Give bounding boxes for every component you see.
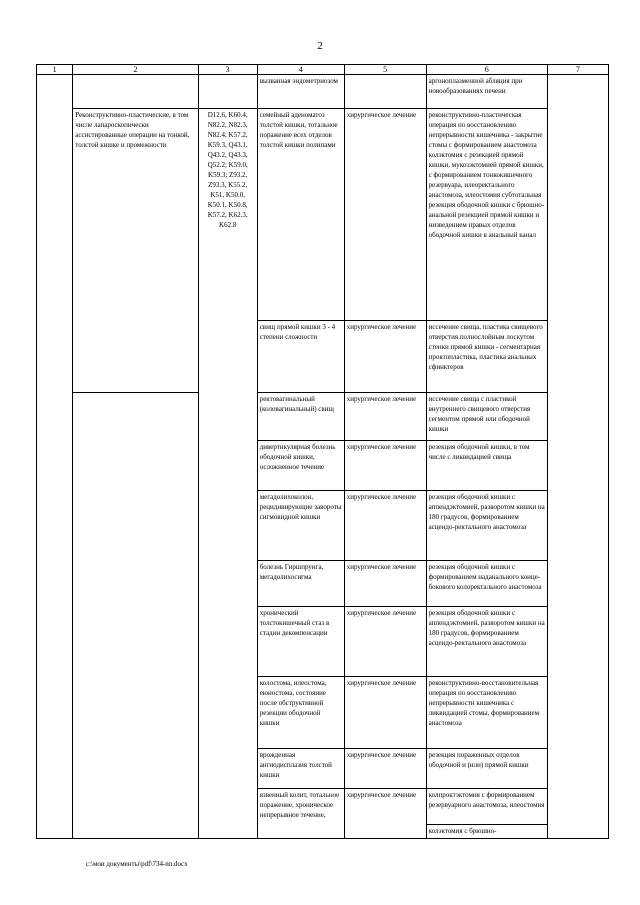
method-cell: аргоноплазменной абляция при новообразованиях печени bbox=[426, 75, 547, 109]
diagnosis-cell: колостома, илеостома, еюностома, состояние после обструктивной резекции ободочной кишки bbox=[257, 677, 344, 749]
header-col-2: 2 bbox=[73, 65, 198, 75]
table-row bbox=[37, 75, 609, 109]
treatment-type-cell: хирургическое лечение bbox=[344, 109, 426, 321]
codes-cell: D12.6, K60.4, N82.2, N82.3, N82.4, K57.2, K59.3, Q43.1, Q43.2, Q43.3, Q52.2; K59.0, K59.3; Z93.2, Z93.3, K55.2, K51, K50.0, K50.1, K50.8, K57.2, K62.3, K62.8 bbox=[198, 109, 257, 839]
group-cell-continued bbox=[73, 393, 198, 839]
group-name-cell: Реконструктивно-пластические, в том числе лапароскопически ассистированные операции на тонкой, толстой кишке и промежности bbox=[73, 109, 198, 393]
treatment-type-cell: хирургическое лечение bbox=[344, 677, 426, 749]
diagnosis-cell: дивертикулярная болезнь ободочной кишки, осложненное течение bbox=[257, 441, 344, 491]
treatment-type-cell: хирургическое лечение bbox=[344, 393, 426, 441]
diagnosis-cell: свищ прямой кишки 3 - 4 степени сложности bbox=[257, 321, 344, 393]
method-cell: колпроктэктомия с формированием резервуарного анастомоза, илеостомия bbox=[426, 789, 547, 825]
header-col-4: 4 bbox=[257, 65, 344, 75]
treatment-type-cell: хирургическое лечение bbox=[344, 607, 426, 677]
table-header-row bbox=[37, 65, 609, 75]
diagnosis-cell: семейный аденоматоз толстой кишки, тотальное поражение всех отделов толстой кишки полипами bbox=[257, 109, 344, 321]
treatment-type-cell bbox=[344, 75, 426, 109]
codes-cell-empty bbox=[198, 75, 257, 109]
table-row bbox=[37, 109, 609, 321]
method-cell: колэктомия с брюшно- bbox=[426, 825, 547, 839]
diagnosis-cell: мегадолихоколон, рецидивирующие завороты сигмовидной кишки bbox=[257, 491, 344, 561]
method-cell: резекция ободочной кишки с аппендэктомией, разворотом кишки на 180 градусов, формированием асцендо-ректального анастомоза bbox=[426, 491, 547, 561]
header-col-1: 1 bbox=[37, 65, 73, 75]
diagnosis-cell: болезнь Гиршпрунга, мегадолихосигма bbox=[257, 561, 344, 607]
method-cell: резекция ободочной кишки с аппендэктомией, разворотом кишки на 180 градусов, формированием асцендо-ректального анастомоза bbox=[426, 607, 547, 677]
method-cell: реконструктивно-пластическая операция по восстановлению непрерывности кишечника - закрытие стомы с формированием анастомоза колэктомия с резекцией прямой кишки, мукозэктомией прямой кишки, с формированием тонкокишечного резервуара, илеоректального анастомоза, илеостомия субтотальная резекция ободочной кишки с брюшно-анальной резекцией прямой кишки и низведением правых отделов ободочной кишки в анальный канал bbox=[426, 109, 547, 321]
header-col-5: 5 bbox=[344, 65, 426, 75]
treatment-type-cell: хирургическое лечение bbox=[344, 789, 426, 839]
page-number: 2 bbox=[317, 40, 323, 52]
file-path-footer: c:\мои документы\pdf\734-nn.docx bbox=[86, 860, 188, 868]
diagnosis-cell: хронический толстокишечный стаз в стадии декомпенсации bbox=[257, 607, 344, 677]
method-cell: резекция ободочной кишки, в том числе с ликвидацией свища bbox=[426, 441, 547, 491]
treatment-type-cell: хирургическое лечение bbox=[344, 561, 426, 607]
table-row bbox=[37, 393, 609, 441]
method-cell: реконструктивно-восстановительная операция по восстановлению непрерывности кишечника с ликвидацией стомы, формированием анастомоза bbox=[426, 677, 547, 749]
diagnosis-cell: вызванная эндометриозом bbox=[257, 75, 344, 109]
index-cell bbox=[37, 75, 73, 839]
method-cell: резекция пораженных отделов ободочной и (или) прямой кишки bbox=[426, 749, 547, 789]
method-cell: резекция ободочной кишки с формированием наданального конце-бокового колоректального анастомоза bbox=[426, 561, 547, 607]
treatment-type-cell: хирургическое лечение bbox=[344, 441, 426, 491]
empty-col-7-cell bbox=[547, 75, 608, 839]
treatment-type-cell: хирургическое лечение bbox=[344, 749, 426, 789]
procedures-table bbox=[36, 64, 609, 839]
treatment-type-cell: хирургическое лечение bbox=[344, 491, 426, 561]
method-cell: иссечение свища с пластикой внутреннего свищевого отверстия сегментом прямой или ободочной кишки bbox=[426, 393, 547, 441]
group-cell-empty bbox=[73, 75, 198, 109]
diagnosis-cell: язвенный колит, тотальное поражение, хроническое непрерывное течение, bbox=[257, 789, 344, 839]
header-col-3: 3 bbox=[198, 65, 257, 75]
header-col-7: 7 bbox=[547, 65, 608, 75]
method-cell: иссечение свища, пластика свищевого отверстия полнослойным лоскутом стенки прямой кишки - сегментарная проктопластика, пластика анальных сфинктеров bbox=[426, 321, 547, 393]
diagnosis-cell: ректовагинальный (коловагинальный) свищ bbox=[257, 393, 344, 441]
diagnosis-cell: врожденная ангиодисплазия толстой кишки bbox=[257, 749, 344, 789]
header-col-6: 6 bbox=[426, 65, 547, 75]
treatment-type-cell: хирургическое лечение bbox=[344, 321, 426, 393]
